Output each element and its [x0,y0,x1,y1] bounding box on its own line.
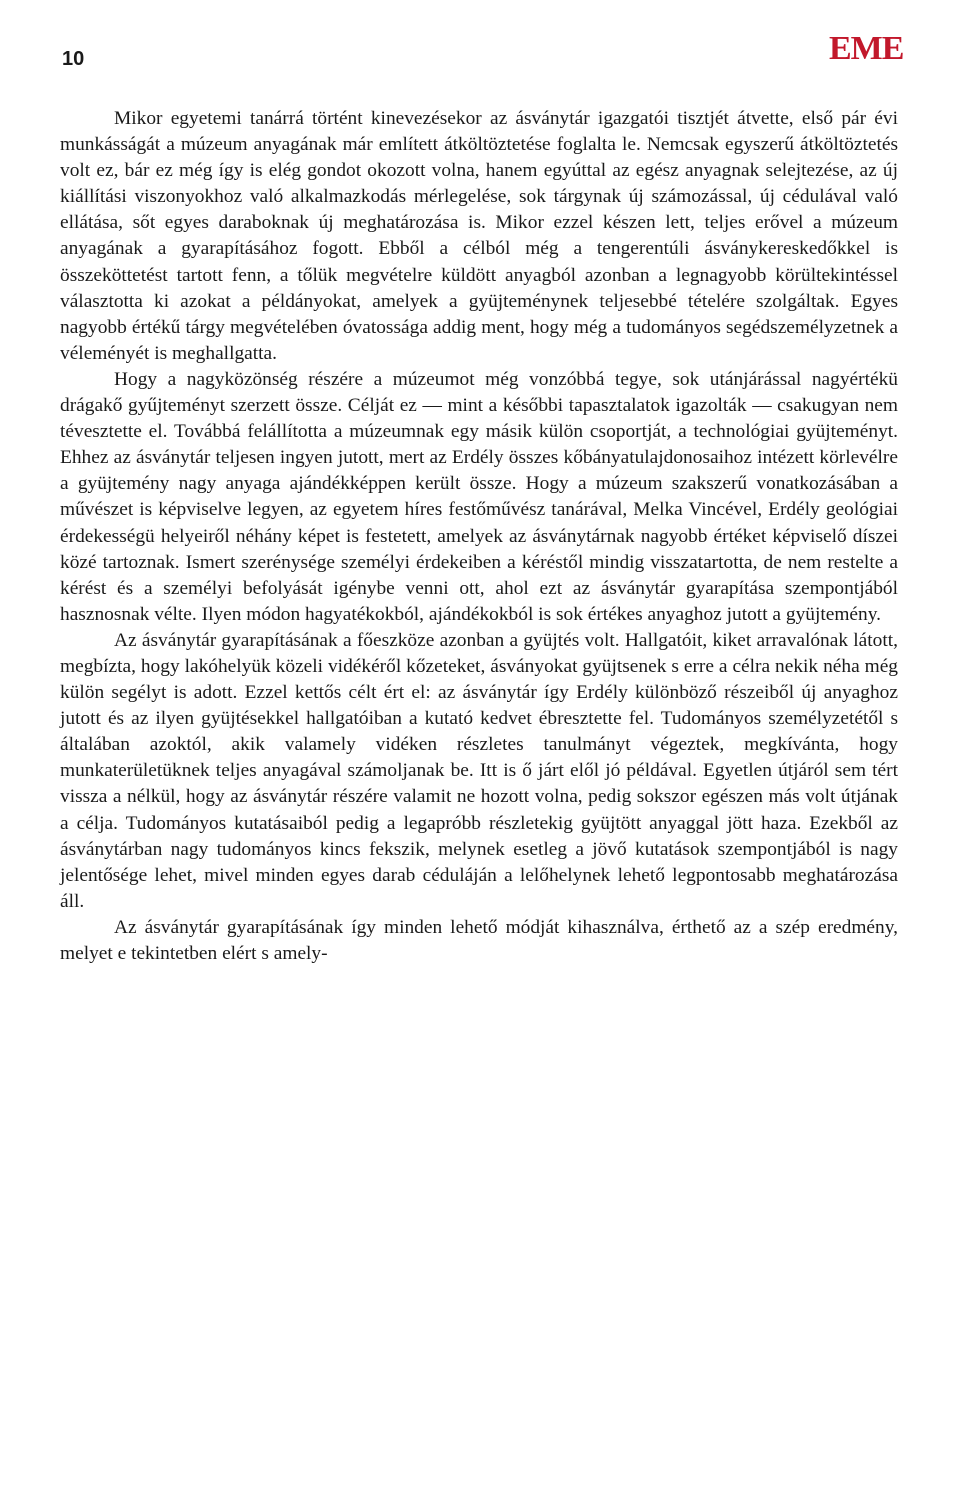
paragraph-2: Hogy a nagyközönség részére a múzeumot még vonzóbbá tegye, sok utánjárással nagyértékü drágakő gyűjteményt szerzett össze. Célját ez — mint a későbbi tapasztalatok igazolták — csakugyan nem tévesztette el. Továbbá felállította a múzeumnak egy másik külön csoportját, a technológiai gyüjteményt. Ehhez az ásványtár teljesen ingyen jutott, mert az Erdély összes kőbányatulajdonosaihoz intézett körlevélre a gyüjtemény nagy anyaga ajándékképpen került össze. Hogy a múzeum szakszerű vonatkozásában a művészet is képviselve legyen, az egyetem híres festőművész tanárával, Melka Vincével, Erdély geológiai érdekességü helyeiről néhány képet is festetett, amelyek az ásványtárnak nagyobb értéket képviselő díszei közé tartoznak. Ismert szerénysége személyi érdekeiben a kéréstől mindig visszatartotta, de nem restelte a kérést és a személyi befolyását igénybe venni ott, ahol ezt az ásványtár gyarapítása szempontjából hasznosnak vélte. Ilyen módon hagyatékokból, ajándékokból is sok értékes anyaghoz jutott a gyüjtemény. [60,368,898,625]
paragraph-1: Mikor egyetemi tanárrá történt kinevezésekor az ásványtár igazgatói tisztjét átvette, első pár évi munkásságát a múzeum anyagának már említett átköltöztetése foglalta le. Nemcsak egyszerű átköltöztetés volt ez, bár ez még így is elég gondot okozott volna, hanem egyúttal az egész anyagnak selejtezése, az új kiállítási viszonyokhoz való alkalmazkodás mérlegelése, sok tárgynak új számozással, új cédulával való ellátása, sőt egyes daraboknak új meghatározása is. Mikor ezzel készen lett, teljes erővel a múzeum anyagának a gyarapításához fogott. Ebből a célból még a tengerentúli ásványkereskedőkkel is összeköttetést tartott fenn, a tőlük megvételre küldött anyagból azonban a legnagyobb körültekintéssel választotta ki azokat a példányokat, amelyek a gyüjteménynek teljesebbé tételére szolgáltak. Egyes nagyobb értékű tárgy megvételében óvatossága addig ment, hogy még a tudományos segédszemélyzetnek a véleményét is meghallgatta. [60,108,898,364]
paragraph-4: Az ásványtár gyarapításának így minden lehető módját kihasználva, érthető az a szép eredmény, melyet e tekintetben elért s amely- [60,916,898,964]
eme-logo: EME [829,30,904,67]
page-number: 10 [62,48,85,70]
paragraph-3: Az ásványtár gyarapításának a főeszköze azonban a gyüjtés volt. Hallgatóit, kiket arravalónak látott, megbízta, hogy lakóhelyük közeli vidékéről kőzeteket, ásványokat gyüjtsenek s erre a célra nekik néha még külön segélyt is adott. Ezzel kettős célt ért el: az ásványtár így Erdély különböző részeiből új anyaghoz jutott és az ilyen gyüjtésekkel hallgatóiban a kutató kedvet ébresztette fel. Tudományos személyzetétől s általában azoktól, akik valamely vidéken részletes tanulmányt végeztek, megkívánta, hogy munkaterületüknek teljes anyagával számoljanak be. Itt is ő járt elől jó példával. Egyetlen útjáról sem tért vissza a nélkül, hogy az ásványtár részére valamit ne hozott volna, pedig sokszor egészen más volt útjának a célja. Tudományos kutatásaiból pedig a legapróbb részletekig gyüjtött anyaggal jött haza. Ezekből az ásványtárban nagy tudományos kincs fekszik, melynek esetleg a jövő kutatások szempontjából is nagy jelentősége lehet, mivel minden egyes darab céduláján a lelőhelynek lehető legpontosabb meghatározása áll. [60,629,898,912]
body-text [60,106,898,967]
